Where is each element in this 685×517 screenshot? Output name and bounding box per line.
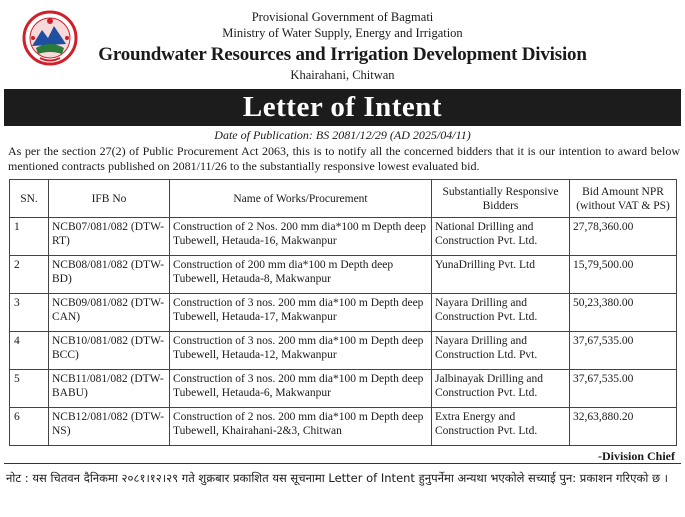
cell-bidder: Nayara Drilling and Construction Ltd. Pvt. — [432, 332, 570, 370]
table-row — [10, 332, 677, 370]
cell-sn: 1 — [10, 218, 49, 256]
cell-work: Construction of 2 nos. 200 mm dia*100 m Depth deep Tubewell, Khairahani-2&3, Chitwan — [170, 408, 432, 446]
cell-bidder: National Drilling and Construction Pvt. Ltd. — [432, 218, 570, 256]
cell-amount: 27,78,360.00 — [570, 218, 677, 256]
cell-ifb: NCB11/081/082 (DTW-BABU) — [49, 370, 170, 408]
correction-note: नोट : यस चितवन दैनिकमा २०८१।१२।२९ गते शुक्रबार प्रकाशित यस सूचनामा Letter of Intent हुनुपर्नेमा अन्यथा भएकोले सच्याई पुन: प्रकाशन गरिएको छ । — [6, 471, 669, 485]
signature-line: -Division Chief — [597, 449, 675, 463]
table-row — [10, 370, 677, 408]
ministry-name: Ministry of Water Supply, Energy and Irrigation — [222, 26, 463, 40]
cell-ifb: NCB09/081/082 (DTW-CAN) — [49, 294, 170, 332]
cell-amount: 15,79,500.00 — [570, 256, 677, 294]
cell-sn: 4 — [10, 332, 49, 370]
header-ifb: IFB No — [49, 180, 170, 218]
cell-ifb: NCB10/081/082 (DTW-BCC) — [49, 332, 170, 370]
page-title: Letter of Intent — [4, 89, 681, 126]
header-bidder: Substantially Responsive Bidders — [432, 180, 570, 218]
cell-ifb: NCB08/081/082 (DTW-BD) — [49, 256, 170, 294]
cell-bidder: YunaDrilling Pvt. Ltd — [432, 256, 570, 294]
cell-work: Construction of 3 nos. 200 mm dia*100 m Depth deep Tubewell, Hetauda-17, Makwanpur — [170, 294, 432, 332]
table-row — [10, 218, 677, 256]
cell-ifb: NCB07/081/082 (DTW-RT) — [49, 218, 170, 256]
cell-sn: 6 — [10, 408, 49, 446]
bid-table — [9, 179, 677, 446]
letter-header — [0, 0, 685, 88]
office-location: Khairahani, Chitwan — [290, 68, 395, 82]
cell-ifb: NCB12/081/082 (DTW-NS) — [49, 408, 170, 446]
table-row — [10, 256, 677, 294]
table-row — [10, 294, 677, 332]
cell-sn: 5 — [10, 370, 49, 408]
header-work: Name of Works/Procurement — [170, 180, 432, 218]
cell-bidder: Extra Energy and Construction Pvt. Ltd. — [432, 408, 570, 446]
cell-amount: 32,63,880.20 — [570, 408, 677, 446]
cell-sn: 2 — [10, 256, 49, 294]
divider — [4, 463, 681, 464]
intro-paragraph: As per the section 27(2) of Public Procurement Act 2063, this is to notify all the concerned bidders that it is our intention to award below mentioned contracts published on 2081/11/26 to the substantially responsive lowest evaluated bid. — [8, 144, 680, 173]
cell-amount: 37,67,535.00 — [570, 332, 677, 370]
table-row — [10, 408, 677, 446]
cell-work: Construction of 200 mm dia*100 m Depth deep Tubewell, Hetauda-8, Makwanpur — [170, 256, 432, 294]
division-name: Groundwater Resources and Irrigation Development Division — [98, 44, 587, 65]
header-amount: Bid Amount NPR (without VAT & PS) — [570, 180, 677, 218]
cell-sn: 3 — [10, 294, 49, 332]
header-sn: SN. — [10, 180, 49, 218]
cell-amount: 50,23,380.00 — [570, 294, 677, 332]
cell-work: Construction of 2 Nos. 200 mm dia*100 m Depth deep Tubewell, Hetauda-16, Makwanpur — [170, 218, 432, 256]
government-name: Provisional Government of Bagmati — [251, 10, 434, 24]
cell-work: Construction of 3 nos. 200 mm dia*100 m Depth deep Tubewell, Hetauda-6, Makwanpur — [170, 370, 432, 408]
publication-date: Date of Publication: BS 2081/12/29 (AD 2025/04/11) — [214, 128, 471, 142]
cell-bidder: Nayara Drilling and Construction Pvt. Ltd. — [432, 294, 570, 332]
cell-bidder: Jalbinayak Drilling and Construction Pvt. Ltd. — [432, 370, 570, 408]
table-header-row — [10, 180, 677, 218]
cell-amount: 37,67,535.00 — [570, 370, 677, 408]
cell-work: Construction of 3 nos. 200 mm dia*100 m Depth deep Tubewell, Hetauda-12, Makwanpur — [170, 332, 432, 370]
